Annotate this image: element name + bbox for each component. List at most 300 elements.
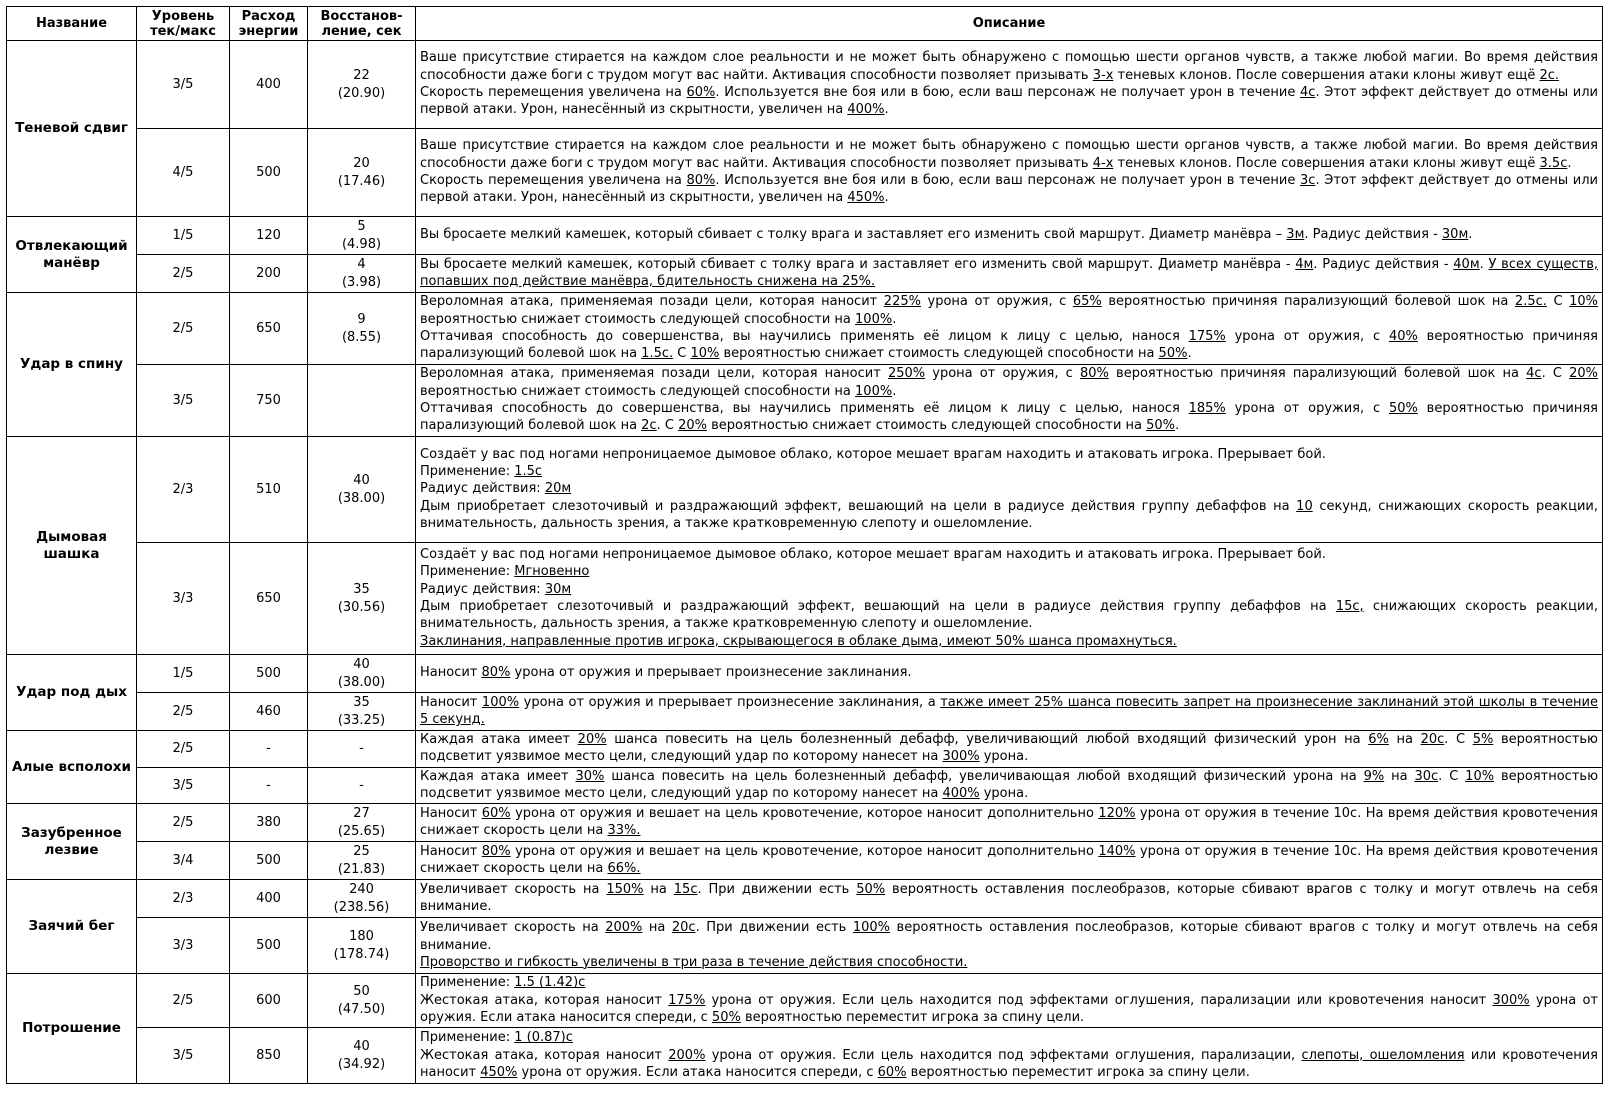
cooldown-value: 40	[353, 473, 370, 489]
description-text: секунд, снижающих скорость реакции, внимательность, дальность зрения, а также кратковременную слепоту и ошеломление.	[420, 498, 1598, 531]
description-line	[420, 84, 1598, 119]
description-line	[420, 365, 1598, 400]
cooldown-reduced-value: (8.55)	[341, 329, 382, 345]
highlighted-value: 250%	[887, 366, 926, 382]
skill-energy-cost: -	[230, 731, 308, 768]
highlighted-value: 9%	[1363, 768, 1385, 784]
description-text: урона от оружия в течение 10с. На время действия кровотечения снижает скорость цели на	[420, 805, 1598, 839]
highlighted-value: 65%	[1072, 294, 1102, 310]
highlighted-value: 4с	[1300, 85, 1316, 100]
highlighted-value: 50%	[1146, 418, 1176, 434]
cooldown-value: 5	[357, 219, 366, 235]
highlighted-value: 100%	[481, 694, 520, 710]
description-text: Применение:	[420, 1030, 515, 1046]
description-text: урона от оружия и прерывает произнесение заклинания, а	[519, 694, 941, 710]
description-text: на	[1384, 768, 1415, 784]
description-text: Ваше присутствие стирается на каждом слое реальности и не может быть обнаружено с помощью шести органов чувств, а также любой магии. Во время действия способности даже боги с трудом могут вас найти. Активация способности позволяет призывать	[420, 138, 1598, 171]
description-text: Применение:	[420, 564, 515, 580]
highlighted-value: 1.5с	[514, 464, 543, 480]
skill-cooldown	[308, 918, 416, 974]
skill-energy-cost: 500	[230, 129, 308, 217]
description-text: . Этот эффект действует до отмены или первой атаки. Урон, нанесённый из скрытности, увеличен на	[420, 85, 1598, 118]
skill-name: Зазубренное лезвие	[7, 804, 137, 880]
description-text: или кровотечения наносит	[420, 1047, 1598, 1080]
skill-row	[7, 842, 1603, 880]
highlighted-value: 300%	[1492, 992, 1530, 1008]
description-line	[420, 843, 1598, 878]
description-text: урона от оружия, с	[1225, 329, 1389, 344]
highlighted-value: 200%	[668, 1047, 706, 1063]
highlighted-value: 2с	[641, 418, 657, 434]
skill-row	[7, 293, 1603, 365]
skill-energy-cost: 500	[230, 918, 308, 974]
highlighted-value: 175%	[1188, 329, 1226, 344]
highlighted-value: 80%	[481, 665, 511, 681]
description-text: вероятностью подсветит уязвимое место цели, следующий удар по которому нанесет на	[420, 732, 1598, 765]
skill-level: 3/5	[137, 1028, 230, 1084]
description-text: Радиус действия:	[420, 481, 545, 497]
description-text: вероятностью причиняя парализующий болевой шок на	[420, 329, 1598, 362]
description-line	[420, 598, 1598, 633]
skill-cooldown	[308, 217, 416, 255]
highlighted-value: 6%	[1368, 732, 1389, 747]
highlighted-value: 10	[1296, 498, 1313, 514]
skill-row	[7, 543, 1603, 655]
cooldown-value: 20	[353, 156, 370, 172]
skill-energy-cost: 120	[230, 217, 308, 255]
highlighted-value: 40%	[1388, 329, 1418, 344]
highlighted-value: 100%	[852, 920, 891, 936]
highlighted-value: 3.5с	[1539, 155, 1568, 171]
description-line	[420, 293, 1598, 328]
description-text: вероятностью причиняя парализующий болевой шок на	[1108, 366, 1527, 382]
skill-energy-cost: 500	[230, 655, 308, 693]
description-line	[420, 563, 1598, 580]
highlighted-value: 80%	[481, 843, 511, 859]
highlighted-value: 20%	[577, 732, 607, 747]
description-text: урона от оружия и вешает на цель кровотечение, которое наносит дополнительно	[510, 805, 1099, 821]
highlighted-value: 450%	[847, 190, 885, 206]
highlighted-value: 1.5с.	[641, 346, 674, 362]
skill-level: 3/4	[137, 842, 230, 880]
skill-description	[416, 767, 1603, 804]
highlighted-value: 2с.	[1539, 67, 1560, 83]
skill-description	[416, 543, 1603, 655]
description-text: вероятностью переместит игрока за спину цели.	[740, 1009, 1085, 1025]
skill-energy-cost: 460	[230, 693, 308, 731]
highlighted-value: 100%	[855, 311, 893, 327]
highlighted-value: 150%	[606, 881, 644, 897]
description-text: . Используется вне боя или в бою, если ваш персонаж не получает урон в течение	[715, 85, 1301, 100]
highlighted-value: 1.5 (1.42)с	[514, 975, 586, 991]
skill-cooldown	[308, 693, 416, 731]
skill-name: Теневой сдвиг	[7, 41, 137, 217]
skill-level: 2/5	[137, 255, 230, 293]
skill-energy-cost: 400	[230, 41, 308, 129]
skill-description	[416, 918, 1603, 974]
description-line	[420, 974, 1598, 991]
cooldown-value: 40	[353, 657, 370, 673]
skill-name: Потрошение	[7, 974, 137, 1084]
description-text: . При движении есть	[695, 920, 853, 936]
cooldown-value: 35	[353, 695, 370, 711]
description-text: Каждая атака имеет	[420, 732, 578, 747]
skill-row	[7, 365, 1603, 437]
skill-row	[7, 1028, 1603, 1084]
header-cost: Расход энергии	[230, 7, 308, 41]
highlighted-value: также имеет 25% шанса повесить запрет на произнесение заклинаний этой школы в течение 5 секунд.	[420, 694, 1598, 727]
description-line	[420, 226, 1598, 243]
description-text: на	[643, 881, 674, 897]
cooldown-reduced-value: (178.74)	[333, 946, 390, 962]
skill-energy-cost: 650	[230, 293, 308, 365]
highlighted-value: 450%	[480, 1064, 518, 1080]
skill-name: Удар в спину	[7, 293, 137, 437]
skill-level: 3/3	[137, 918, 230, 974]
cooldown-value: 40	[353, 1039, 370, 1055]
description-text: урона от оружия и вешает на цель кровотечение, которое наносит дополнительно	[510, 843, 1099, 859]
description-text: вероятностью переместит игрока за спину цели.	[906, 1064, 1250, 1080]
description-text: .	[892, 383, 897, 399]
skill-description	[416, 731, 1603, 768]
skill-energy-cost: 750	[230, 365, 308, 437]
skill-cooldown	[308, 880, 416, 918]
skill-level: 2/5	[137, 693, 230, 731]
highlighted-value: 3м	[1286, 227, 1305, 243]
cooldown-value: 50	[353, 984, 370, 1000]
description-text: Наносит	[420, 805, 482, 821]
description-text: Вероломная атака, применяемая позади цели, которая наносит	[420, 294, 884, 310]
skill-cooldown	[308, 1028, 416, 1084]
description-text: вероятностью снижает стоимость следующей способности на	[420, 383, 856, 399]
description-text: вероятностью снижает стоимость следующей способности на	[706, 418, 1147, 434]
description-text: Вы бросаете мелкий камешек, который сбивает с толку врага и заставляет его изменить свой маршрут. Диаметр манёвра -	[420, 256, 1296, 272]
highlighted-value: 60%	[481, 805, 511, 821]
highlighted-value: 30м	[1441, 227, 1469, 243]
description-text: Увеличивает скорость на	[420, 881, 607, 897]
skill-cooldown	[308, 767, 416, 804]
skill-cooldown	[308, 129, 416, 217]
description-line	[420, 581, 1598, 598]
description-line	[420, 633, 1598, 650]
cooldown-reduced-value: (20.90)	[337, 85, 386, 101]
skill-description	[416, 255, 1603, 293]
description-text: Наносит	[420, 694, 482, 710]
cooldown-value: 240	[349, 882, 374, 898]
skill-energy-cost: -	[230, 767, 308, 804]
highlighted-value: 33%.	[607, 823, 641, 839]
description-line	[420, 480, 1598, 497]
description-text: .	[1468, 227, 1473, 243]
skill-description	[416, 1028, 1603, 1084]
description-text: . С	[1444, 732, 1473, 747]
description-text: на	[1388, 732, 1421, 747]
description-line	[420, 881, 1598, 916]
description-text: Вы бросаете мелкий камешек, который сбивает с толку врага и заставляет его изменить свой маршрут. Диаметр манёвра –	[420, 227, 1287, 243]
description-text: Наносит	[420, 665, 482, 681]
skill-level: 3/5	[137, 41, 230, 129]
skill-row	[7, 217, 1603, 255]
highlighted-value: 100%	[855, 383, 893, 399]
skill-description	[416, 217, 1603, 255]
skill-level: 2/5	[137, 293, 230, 365]
cooldown-value: 4	[357, 257, 366, 273]
description-text: шанса повесить на цель болезненный дебафф, увеличивающая любой входящий физический урона на	[604, 768, 1364, 784]
description-text: . С	[656, 418, 679, 434]
highlighted-value: 50%	[711, 1009, 741, 1025]
description-text: . С	[1438, 768, 1466, 784]
highlighted-value: 175%	[668, 992, 706, 1008]
skill-name: Заячий бег	[7, 880, 137, 974]
highlighted-value: Проворство и гибкость увеличены в три раза в течение действия способности.	[420, 954, 968, 970]
cooldown-reduced-value: (3.98)	[341, 274, 382, 290]
highlighted-value: 3-х	[1092, 67, 1114, 83]
highlighted-value: 2.5с.	[1514, 294, 1547, 310]
cooldown-reduced-value: (38.00)	[337, 674, 386, 690]
description-text: .	[884, 190, 889, 206]
cooldown-reduced-value: (33.25)	[337, 712, 386, 728]
skill-level: 3/5	[137, 365, 230, 437]
cooldown-value: 9	[357, 312, 366, 328]
skill-row	[7, 804, 1603, 842]
skill-level: 2/3	[137, 437, 230, 543]
description-text: Скорость перемещения увеличена на	[420, 173, 687, 188]
cooldown-reduced-value: (38.00)	[337, 490, 386, 506]
skill-row	[7, 255, 1603, 293]
description-line	[420, 805, 1598, 840]
skill-description	[416, 974, 1603, 1028]
description-text: шанса повесить на цель болезненный дебафф, увеличивающий любой входящий физический урон на	[606, 732, 1369, 747]
description-line	[420, 172, 1598, 207]
skill-description	[416, 41, 1603, 129]
skill-energy-cost: 650	[230, 543, 308, 655]
highlighted-value: 15с	[673, 881, 698, 897]
description-text: . С	[1541, 366, 1570, 382]
skill-level: 2/5	[137, 731, 230, 768]
description-text: Создаёт у вас под ногами непроницаемое дымовое облако, которое мешает врагам находить и атаковать игрока. Прерывает бой.	[420, 446, 1326, 462]
skill-row	[7, 731, 1603, 768]
highlighted-value: 225%	[883, 294, 921, 310]
description-text: Оттачивая способность до совершенства, вы научились применять её лицом к лицу с целью, нанося	[420, 401, 1189, 416]
cooldown-value: 25	[353, 844, 370, 860]
description-line	[420, 1047, 1598, 1082]
highlighted-value: Мгновенно	[514, 564, 590, 580]
skill-row	[7, 693, 1603, 731]
description-text: Применение:	[420, 464, 515, 480]
highlighted-value: 30с	[1414, 768, 1439, 784]
skill-energy-cost: 510	[230, 437, 308, 543]
highlighted-value: 40м	[1453, 256, 1480, 272]
skill-level: 4/5	[137, 129, 230, 217]
highlighted-value: 30%	[575, 768, 605, 784]
description-text: Увеличивает скорость на	[420, 920, 606, 936]
cooldown-reduced-value: (17.46)	[337, 173, 386, 189]
description-text: Дым приобретает слезоточивый и раздражающий эффект, вешающий на цели в радиусе действия группу дебаффов на	[420, 498, 1297, 514]
cooldown-reduced-value: (4.98)	[341, 236, 382, 252]
skill-row	[7, 974, 1603, 1028]
description-text: С	[673, 346, 691, 362]
skill-name: Алые всполохи	[7, 731, 137, 804]
skill-cooldown	[308, 974, 416, 1028]
description-text: вероятностью причиняя парализующий болевой шок на	[1101, 294, 1515, 310]
skill-row	[7, 41, 1603, 129]
cooldown-reduced-value: (25.65)	[337, 823, 386, 839]
description-line	[420, 694, 1598, 729]
header-row	[7, 7, 1603, 41]
skill-cooldown	[308, 731, 416, 768]
cooldown-reduced-value: (238.56)	[333, 899, 390, 915]
skill-row	[7, 655, 1603, 693]
highlighted-value: 300%	[942, 749, 980, 765]
skill-row	[7, 880, 1603, 918]
highlighted-value: 400%	[942, 785, 980, 801]
description-text: Каждая атака имеет	[420, 768, 576, 784]
header-name: Название	[7, 7, 137, 41]
highlighted-value: 4-х	[1092, 155, 1114, 171]
description-line	[420, 664, 1598, 681]
skill-name: Удар под дых	[7, 655, 137, 731]
description-text: урона от оружия. Если цель находится под эффектами оглушения, парализации,	[705, 1047, 1302, 1063]
highlighted-value: 400%	[847, 102, 885, 118]
description-text: урона от оружия. Если атака наносится спереди, с	[517, 1064, 878, 1080]
skill-description	[416, 129, 1603, 217]
skill-energy-cost: 600	[230, 974, 308, 1028]
skill-cooldown	[308, 655, 416, 693]
cooldown-reduced-value: (30.56)	[337, 599, 386, 615]
description-text: на	[642, 920, 672, 936]
description-text: .	[884, 102, 889, 118]
skill-cooldown	[308, 293, 416, 365]
skill-energy-cost: 500	[230, 842, 308, 880]
highlighted-value: 20м	[544, 481, 572, 497]
description-line	[420, 463, 1598, 480]
description-text: Применение:	[420, 975, 515, 991]
skill-cooldown	[308, 842, 416, 880]
header-level: Уровень тек/макс	[137, 7, 230, 41]
highlighted-value: 60%	[877, 1064, 907, 1080]
highlighted-value: 50%	[856, 881, 886, 897]
skill-name: Отвлекающий манёвр	[7, 217, 137, 293]
description-line	[420, 546, 1598, 563]
description-text: Ваше присутствие стирается на каждом слое реальности и не может быть обнаружено с помощью шести органов чувств, а также любой магии. Во время действия способности даже боги с трудом могут вас найти. Активация способности позволяет призывать	[420, 50, 1598, 83]
description-text: . При движении есть	[697, 881, 857, 897]
description-text: . Этот эффект действует до отмены или первой атаки. Урон, нанесённый из скрытности, увеличен на	[420, 173, 1598, 206]
description-line	[420, 137, 1598, 172]
skill-cooldown	[308, 255, 416, 293]
skill-energy-cost: 200	[230, 255, 308, 293]
description-line	[420, 49, 1598, 84]
highlighted-value: У всех существ, попавших под действие манёвра, бдительность снижена на 25%.	[420, 256, 1598, 289]
description-text: .	[892, 311, 897, 327]
highlighted-value: 15с,	[1335, 599, 1364, 614]
cooldown-reduced-value: (34.92)	[337, 1056, 386, 1072]
description-line	[420, 992, 1598, 1027]
highlighted-value: 50%	[1158, 346, 1188, 362]
skill-level: 2/3	[137, 880, 230, 918]
highlighted-value: 80%	[686, 173, 716, 188]
description-text: урона от оружия в течение 10с. На время действия кровотечения снижает скорость цели на	[420, 843, 1598, 877]
description-line	[420, 1029, 1598, 1046]
highlighted-value: 5%	[1472, 732, 1494, 747]
skill-energy-cost: 850	[230, 1028, 308, 1084]
description-line	[420, 400, 1598, 435]
description-text: . Используется вне боя или в бою, если ваш персонаж не получает урон в течение	[715, 173, 1301, 188]
description-text: урона от оружия и прерывает произнесение заклинания.	[510, 665, 912, 681]
description-text: Дым приобретает слезоточивый и раздражающий эффект, вешающий на цели в радиусе действия группу дебаффов на	[420, 599, 1336, 614]
skill-level: 3/5	[137, 767, 230, 804]
description-text: урона от оружия. Если цель находится под эффектами оглушения, парализации или кровотечения наносит	[705, 992, 1493, 1008]
skill-row	[7, 437, 1603, 543]
description-line	[420, 919, 1598, 954]
description-text: Вероломная атака, применяемая позади цели, которая наносит	[420, 366, 888, 382]
skill-description	[416, 880, 1603, 918]
skill-level: 1/5	[137, 655, 230, 693]
skill-cooldown	[308, 41, 416, 129]
description-line	[420, 498, 1598, 533]
description-text: урона от оружия. Если атака наносится спереди, с	[420, 992, 1598, 1025]
highlighted-value: 10%	[690, 346, 720, 362]
highlighted-value: 80%	[1079, 366, 1109, 382]
skills-body	[7, 41, 1603, 1084]
skill-level: 2/5	[137, 974, 230, 1028]
description-line	[420, 446, 1598, 463]
cooldown-value: 180	[349, 929, 374, 945]
skill-description	[416, 842, 1603, 880]
highlighted-value: 10%	[1465, 768, 1495, 784]
description-text: урона от оружия, с	[925, 366, 1080, 382]
highlighted-value: 50%	[1388, 401, 1418, 416]
description-text: урона от оружия, с	[920, 294, 1073, 310]
highlighted-value: 20%	[1569, 366, 1598, 382]
highlighted-value: 4с	[1526, 366, 1542, 382]
description-text: Наносит	[420, 843, 482, 859]
skill-level: 1/5	[137, 217, 230, 255]
cooldown-value: -	[359, 777, 364, 793]
skill-cooldown	[308, 543, 416, 655]
description-text: теневых клонов. После совершения атаки клоны живут ещё	[1113, 67, 1540, 83]
skill-energy-cost: 380	[230, 804, 308, 842]
highlighted-value: 3с	[1300, 173, 1316, 188]
description-text: .	[1187, 346, 1192, 362]
description-text: Создаёт у вас под ногами непроницаемое дымовое облако, которое мешает врагам находить и атаковать игрока. Прерывает бой.	[420, 547, 1326, 563]
highlighted-value: 66%.	[607, 861, 641, 877]
cooldown-value: 35	[353, 582, 370, 598]
cooldown-reduced-value: (21.83)	[337, 861, 386, 877]
description-text: вероятностью причиняя парализующий болевой шок на	[420, 401, 1598, 434]
highlighted-value: 30м	[544, 581, 572, 597]
description-line	[420, 328, 1598, 363]
highlighted-value: 4м	[1295, 256, 1314, 272]
description-line	[420, 256, 1598, 291]
description-text: Скорость перемещения увеличена на	[420, 85, 687, 100]
description-text: С	[1546, 294, 1570, 310]
skill-row	[7, 129, 1603, 217]
skill-description	[416, 365, 1603, 437]
skill-description	[416, 804, 1603, 842]
description-text: .	[1175, 418, 1180, 434]
header-description: Описание	[416, 7, 1603, 41]
description-text: теневых клонов. После совершения атаки клоны живут ещё	[1113, 155, 1540, 171]
skill-row	[7, 918, 1603, 974]
description-text: вероятность оставления послеобразов, которые сбивают врагов с толку и могут отвлечь на себя внимание.	[420, 881, 1599, 915]
description-text: Радиус действия:	[420, 581, 545, 597]
header-cooldown: Восстанов-ление, сек	[308, 7, 416, 41]
highlighted-value: 60%	[686, 85, 716, 100]
highlighted-value: 1 (0.87)с	[514, 1030, 573, 1046]
description-line	[420, 954, 1598, 971]
skill-level: 2/5	[137, 804, 230, 842]
skill-description	[416, 655, 1603, 693]
